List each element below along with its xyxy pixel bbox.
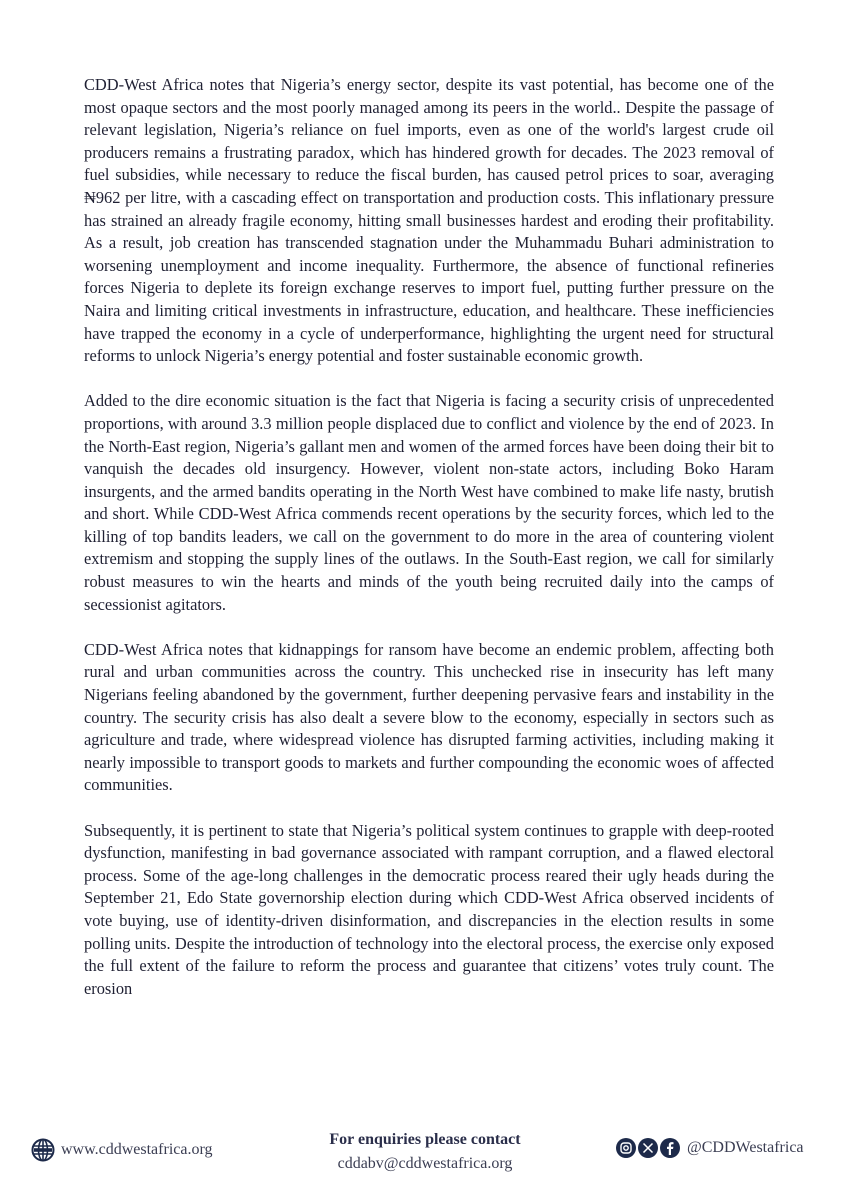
document-body	[84, 74, 774, 1023]
paragraph-energy-sector: CDD-West Africa notes that Nigeria’s energy sector, despite its vast potential, has become one of the most opaque sectors and the most poorly managed among its peers in the world.. Despite the passage of relevant legislation, Nigeria’s reliance on fuel imports, even as one of the world's largest crude oil producers remains a frustrating paradox, which has hindered growth for decades. The 2023 removal of fuel subsidies, while necessary to reduce the fiscal burden, has caused petrol prices to soar, averaging ₦962 per litre, with a cascading effect on transportation and production costs. This inflationary pressure has strained an already fragile economy, hitting small businesses hardest and eroding their profitability. As a result, job creation has transcended stagnation under the Muhammadu Buhari administration to worsening unemployment and income inequality. Furthermore, the absence of functional refineries forces Nigeria to deplete its foreign exchange reserves to import fuel, putting further pressure on the Naira and limiting critical investments in infrastructure, education, and healthcare. These inefficiencies have trapped the economy in a cycle of underperformance, highlighting the urgent need for structural reforms to unlock Nigeria’s energy potential and foster sustainable economic growth.	[84, 75, 774, 366]
contact-title: For enquiries please contact	[329, 1131, 521, 1148]
page-footer	[0, 1128, 848, 1188]
paragraph-political-system: Subsequently, it is pertinent to state that Nigeria’s political system continues to grapple with deep-rooted dysfunction, manifesting in bad governance associated with rampant corruption, and a flawed electoral process. Some of the age-long challenges in the democratic process reared their ugly heads during the September 21, Edo State governorship election during which CDD-West Africa observed incidents of vote buying, use of identity-driven disinformation, and discrepancies in the election results in some polling units. Despite the introduction of technology into the electoral process, the exercise only exposed the full extent of the failure to reform the process and guarantee that citizens’ votes truly count. The erosion	[84, 820, 774, 998]
paragraph-security-crisis: Added to the dire economic situation is the fact that Nigeria is facing a security crisis of unprecedented proportions, with around 3.3 million people displaced due to conflict and violence by the end of 2023. In the North-East region, Nigeria’s gallant men and women of the armed forces have been doing their bit to vanquish the decades old insurgency. However, violent non-state actors, including Boko Haram insurgents, and the armed bandits operating in the North West have combined to make life nasty, brutish and short. While CDD-West Africa commends recent operations by the security forces, which led to the killing of top bandits leaders, we call on the government to do more in the area of countering violent extremism and stopping the supply lines of the outlaws. In the South-East region, we call for similarly robust measures to win the hearts and minds of the youth being recruited daily into the camps of secessionist agitators.	[84, 391, 774, 614]
instagram-icon[interactable]	[616, 1138, 636, 1158]
website-link[interactable]	[31, 1138, 213, 1162]
globe-icon	[31, 1138, 55, 1162]
social-links	[616, 1138, 804, 1158]
social-handle[interactable]: @CDDWestafrica	[687, 1139, 804, 1156]
facebook-icon[interactable]	[660, 1138, 680, 1158]
x-icon[interactable]	[638, 1138, 658, 1158]
website-url: www.cddwestafrica.org	[61, 1141, 213, 1158]
contact-block	[300, 1128, 550, 1176]
contact-email[interactable]: cddabv@cddwestafrica.org	[337, 1155, 513, 1172]
paragraph-kidnappings: CDD-West Africa notes that kidnappings for ransom have become an endemic problem, affecting both rural and urban communities across the country. This unchecked rise in insecurity has left many Nigerians feeling abandoned by the government, further deepening pervasive fears and instability in the country. The security crisis has also dealt a severe blow to the economy, especially in sectors such as agriculture and trade, where widespread violence has disrupted farming activities, including making it nearly impossible to transport goods to markets and further compounding the economic woes of affected communities.	[84, 639, 774, 795]
